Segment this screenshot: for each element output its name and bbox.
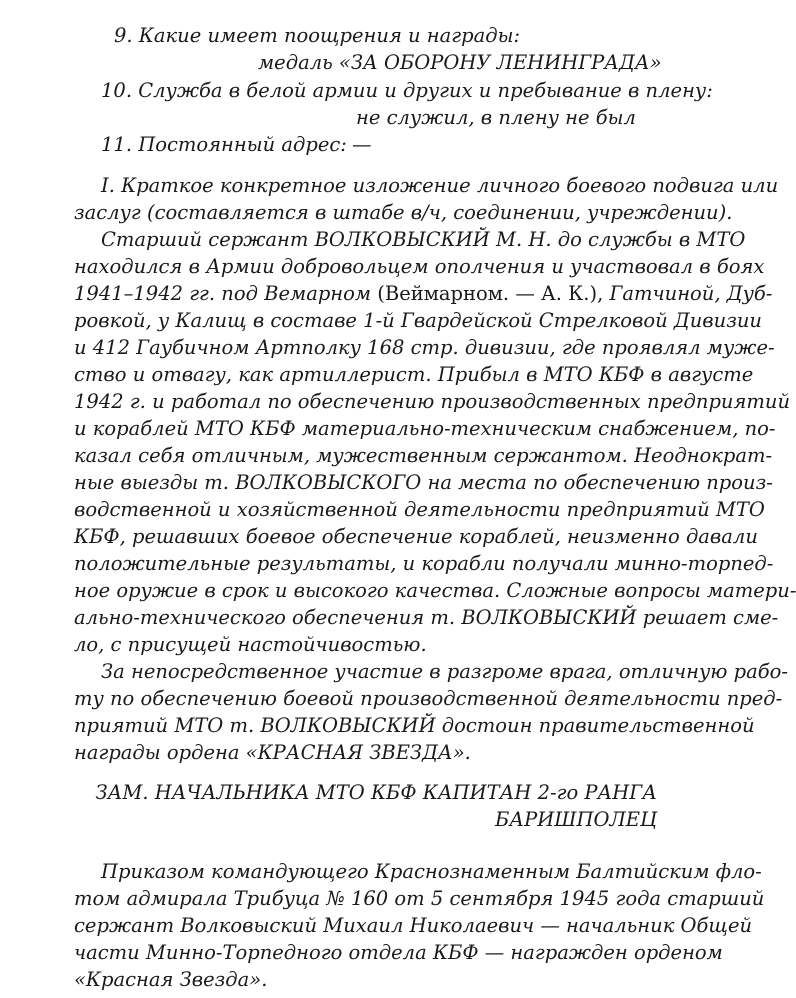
body-line: ту по обеспечению боевой производственной деятельности пред-: [74, 687, 783, 710]
body-line: ные выезды т. ВОЛКОВЫСКОГО на места по обеспечению произ-: [74, 471, 773, 494]
q9-answer: медаль «ЗА ОБОРОНУ ЛЕНИНГРАДА»: [258, 51, 662, 74]
body-line: КБФ, решавших боевое обеспечение кораблей, неизменно давали: [74, 525, 758, 548]
body-line: ально-технического обеспечения т. ВОЛКОВЫСКИЙ решает сме-: [74, 606, 779, 629]
body-line: и кораблей МТО КБФ материально-техническим снабжением, по-: [74, 417, 776, 440]
q11-answer: —: [352, 133, 372, 156]
signature-name: БАРИШПОЛЕЦ: [495, 808, 657, 831]
body-line: положительные результаты, и корабли получали минно-торпед-: [74, 552, 774, 575]
body-text: 1941–1942 гг. под Вемарном: [74, 282, 378, 305]
editor-note: (Веймарном. — А. К.),: [377, 282, 604, 305]
body-line: ство и отвагу, как артиллерист. Прибыл в МТО КБФ в августе: [74, 363, 754, 386]
body-line: За непосредственное участие в разгроме врага, отличную рабо-: [101, 660, 789, 683]
order-line: том адмирала Трибуца № 160 от 5 сентября 1945 года старший: [74, 887, 765, 910]
order-line: «Красная Звезда».: [74, 968, 268, 991]
order-line: части Минно-Торпедного отдела КБФ — награжден орденом: [74, 941, 723, 964]
q10-answer: не служил, в плену не был: [356, 106, 636, 129]
q10-label: 10. Служба в белой армии и других и пребывание в плену:: [101, 79, 713, 102]
body-line: ло, с присущей настойчивостью.: [74, 633, 427, 656]
body-line-with-editor-note: [74, 280, 773, 307]
body-line: ровкой, у Калищ в составе 1-й Гвардейской Стрелковой Дивизии: [74, 309, 762, 332]
order-line: Приказом командующего Краснознаменным Балтийским фло-: [101, 860, 762, 883]
section-intro-line: I. Краткое конкретное изложение личного боевого подвига или: [101, 174, 779, 197]
body-line: награды ордена «КРАСНАЯ ЗВЕЗДА».: [74, 741, 471, 764]
signature-title: ЗАМ. НАЧАЛЬНИКА МТО КБФ КАПИТАН 2-го РАНГА: [95, 781, 657, 804]
body-line: Старший сержант ВОЛКОВЫСКИЙ М. Н. до службы в МТО: [101, 228, 746, 251]
section-intro-line: заслуг (составляется в штабе в/ч, соединении, учреждении).: [74, 201, 733, 224]
body-line: ное оружие в срок и высокого качества. Сложные вопросы матери-: [74, 579, 796, 602]
body-line: находился в Армии добровольцем ополчения и участвовал в боях: [74, 255, 765, 278]
body-line: и 412 Гаубичном Артполку 168 стр. дивизии, где проявлял муже-: [74, 336, 775, 359]
body-line: водственной и хозяйственной деятельности предприятий МТО: [74, 498, 765, 521]
body-text: Гатчиной, Дуб-: [603, 282, 773, 305]
order-line: сержант Волковыский Михаил Николаевич — начальник Общей: [74, 914, 753, 937]
body-line: приятий МТО т. ВОЛКОВЫСКИЙ достоин правительственной: [74, 714, 755, 737]
body-line: казал себя отличным, мужественным сержантом. Неоднократ-: [74, 444, 773, 467]
q9-label: 9. Какие имеет поощрения и награды:: [114, 24, 521, 47]
q11-label: 11. Постоянный адрес:: [101, 133, 347, 156]
body-line: 1942 г. и работал по обеспечению производственных предприятий: [74, 390, 791, 413]
